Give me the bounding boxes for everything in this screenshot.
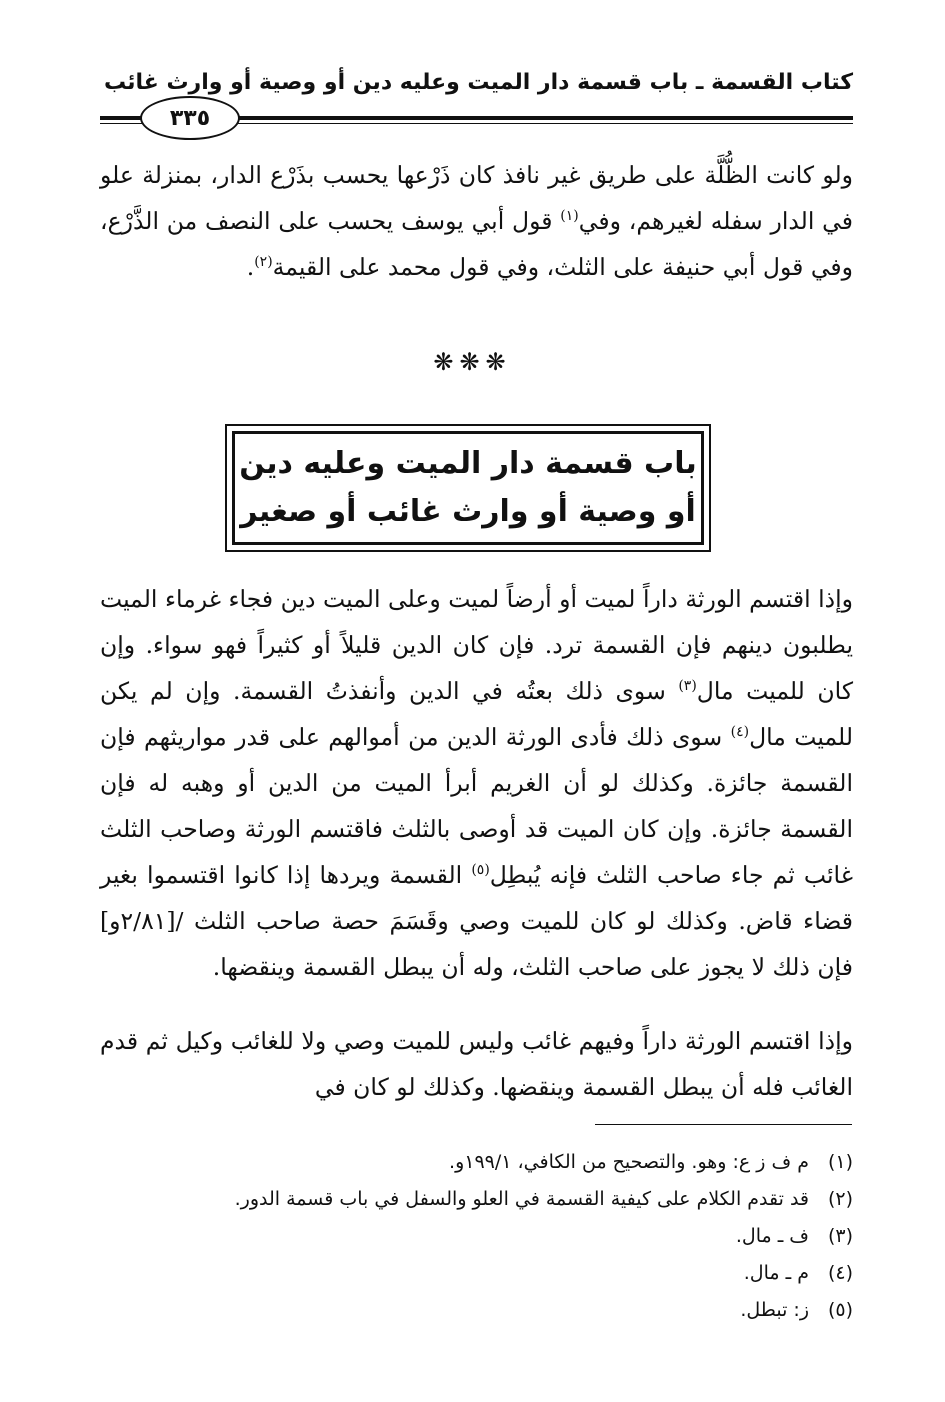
- para1-text-1: وإذا اقتسم الورثة داراً لميت أو أرضاً لميت وعلى الميت دين فجاء غرماء الميت يطلبون دينهم فإن القسمة ترد. فإن كان الدين قليلاً أو كثيراً فهو سواء. وإن كان للميت مال: [100, 585, 854, 705]
- footnote-ref-5[interactable]: (٥): [471, 862, 490, 879]
- footnote-4: (٤)م ـ مال.: [743, 1262, 853, 1284]
- page-number: ٣٣٥: [140, 96, 240, 140]
- intro-text-2: قول أبي يوسف يحسب على النصف من الذَّرْع، وفي قول أبي حنيفة على الثلث، وفي قول محمد على القيمة: [100, 207, 853, 281]
- chapter-title-line-1: باب قسمة دار الميت وعليه دين: [239, 446, 697, 481]
- para1-text-4: القسمة ويردها إذا كانوا اقتسموا بغير قضاء قاض. وكذلك لو كان للميت وصي وقَسَمَ حصة صاحب الثلث /[٢/٨١و] فإن ذلك لا يجوز على صاحب الثلث، وله أن يبطل القسمة وينقضها.: [100, 861, 853, 981]
- body-paragraph-2: وإذا اقتسم الورثة داراً وفيهم غائب وليس للميت وصي ولا للغائب وكيل ثم قدم الغائب فله أن يبطل القسمة وينقضها. وكذلك لو كان في: [100, 1027, 853, 1101]
- para1-text-2: سوى ذلك بعتُه في الدين وأنفذتُ القسمة. وإن لم يكن للميت مال: [100, 677, 853, 751]
- intro-text-3: .: [246, 253, 255, 281]
- footnotes: [100, 1144, 853, 1329]
- footnote-ref-1[interactable]: (١): [560, 208, 579, 225]
- body-paragraph-1: [100, 576, 853, 990]
- section-ornament: ❋❋❋: [433, 348, 512, 376]
- chapter-title-line-2: أو وصية أو وارث غائب أو صغير: [240, 494, 696, 529]
- footnote-ref-3[interactable]: (٣): [678, 678, 697, 695]
- footnote-3: (٣)ف ـ مال.: [735, 1225, 853, 1247]
- footnote-5: (٥)ز: تبطل.: [740, 1299, 853, 1321]
- footnote-2: (٢)قد تقدم الكلام على كيفية القسمة في العلو والسفل في باب قسمة الدور.: [234, 1188, 853, 1210]
- footnote-ref-2[interactable]: (٢): [254, 254, 273, 271]
- footnote-separator: [595, 1124, 852, 1125]
- running-header: كتاب القسمة ـ باب قسمة دار الميت وعليه دين أو وصية أو وارث غائب: [103, 70, 853, 95]
- footnote-1: (١)م ف ز ع: وهو. والتصحيح من الكافي، ١٩٩/١و.: [449, 1151, 853, 1173]
- intro-paragraph: [100, 152, 853, 290]
- intro-text-1: ولو كانت الظُّلَّة على طريق غير نافذ كان ذَرْعها يحسب بذَرْع الدار، بمنزلة علو في الدار سفله لغيرهم، وفي: [100, 161, 853, 235]
- chapter-title-box: [225, 424, 711, 552]
- para1-text-3: سوى ذلك فأدى الورثة الدين من أموالهم على قدر مواريثهم فإن القسمة جائزة. وكذلك لو أن الغريم أبرأ الميت من الدين أو وهبه له فإن القسمة جائزة. وإن كان الميت قد أوصى بالثلث فاقتسم الورثة وصاحب الثلث غائب ثم جاء صاحب الثلث فإنه يُبطِل: [100, 723, 853, 889]
- footnote-ref-4[interactable]: (٤): [730, 724, 750, 741]
